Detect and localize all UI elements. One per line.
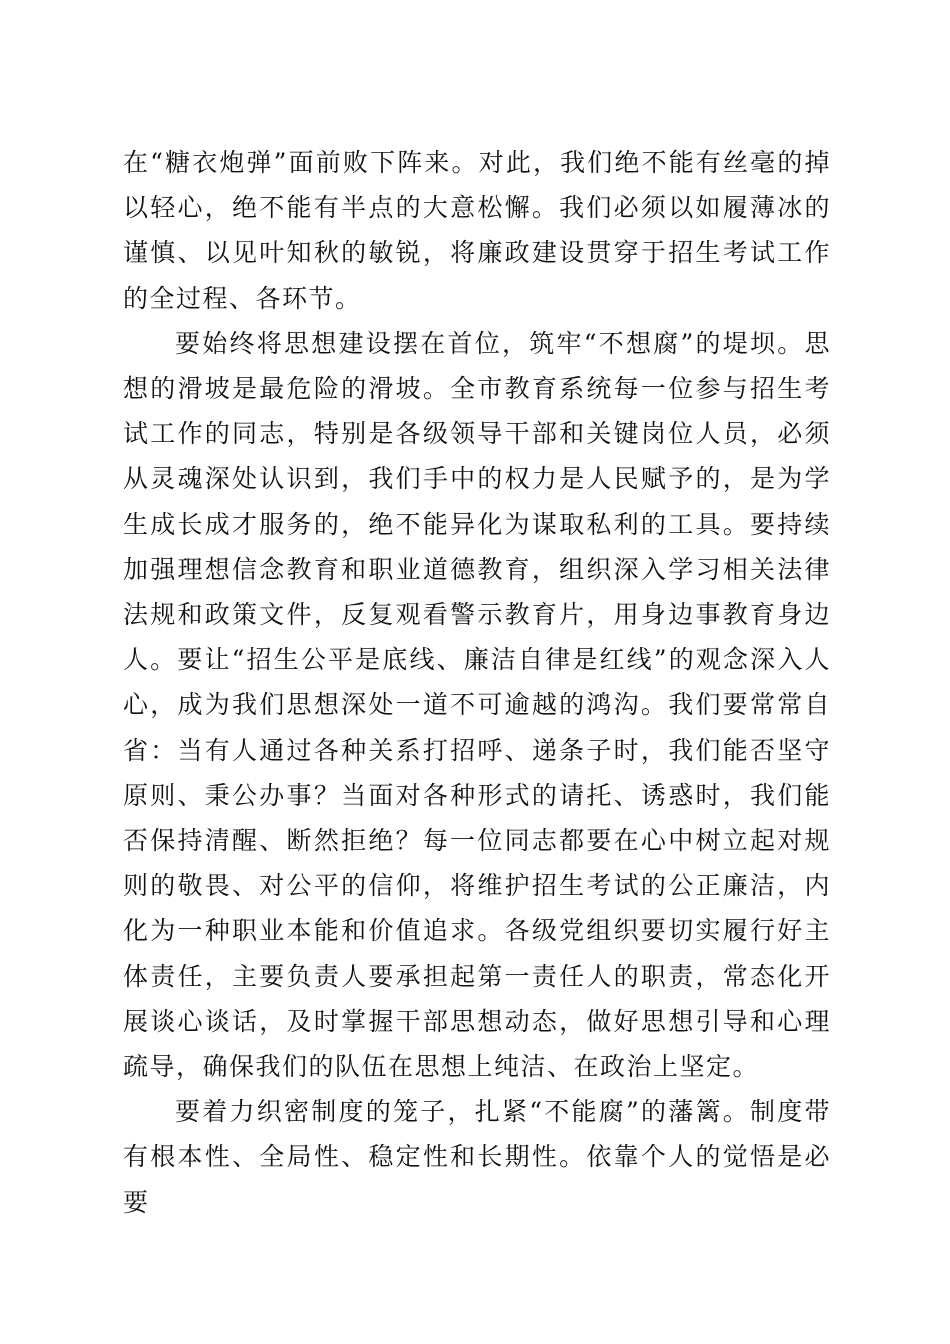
paragraph-institutional-construction: 要着力织密制度的笼子，扎紧“不能腐”的藩篱。制度带有根本性、全局性、稳定性和长期性。依靠个人的觉悟是必要 — [123, 1097, 831, 1217]
body-text — [123, 140, 831, 1225]
paragraph-ideological-construction: 要始终将思想建设摆在首位，筑牢“不想腐”的堤坝。思想的滑坡是最危险的滑坡。全市教育系统每一位参与招生考试工作的同志，特别是各级领导干部和关键岗位人员，必须从灵魂深处认识到，我们手中的权力是人民赋予的，是为学生成长成才服务的，绝不能异化为谋取私利的工具。要持续加强理想信念教育和职业道德教育，组织深入学习相关法律法规和政策文件，反复观看警示教育片，用身边事教育身边人。要让“招生公平是底线、廉洁自律是红线”的观念深入人心，成为我们思想深处一道不可逾越的鸿沟。我们要常常自省：当有人通过各种关系打招呼、递条子时，我们能否坚守原则、秉公办事？当面对各种形式的请托、诱惑时，我们能否保持清醒、断然拒绝？每一位同志都要在心中树立起对规则的敬畏、对公平的信仰，将维护招生考试的公正廉洁，内化为一种职业本能和价值追求。各级党组织要切实履行好主体责任，主要负责人要承担起第一责任人的职责，常态化开展谈心谈话，及时掌握干部思想动态，做好思想引导和心理疏导，确保我们的队伍在思想上纯洁、在政治上坚定。 — [123, 328, 831, 1082]
paragraph-continuation: 在“糖衣炮弹”面前败下阵来。对此，我们绝不能有丝毫的掉以轻心，绝不能有半点的大意松懈。我们必须以如履薄冰的谨慎、以见叶知秋的敏锐，将廉政建设贯穿于招生考试工作的全过程、各环节。 — [123, 148, 831, 313]
